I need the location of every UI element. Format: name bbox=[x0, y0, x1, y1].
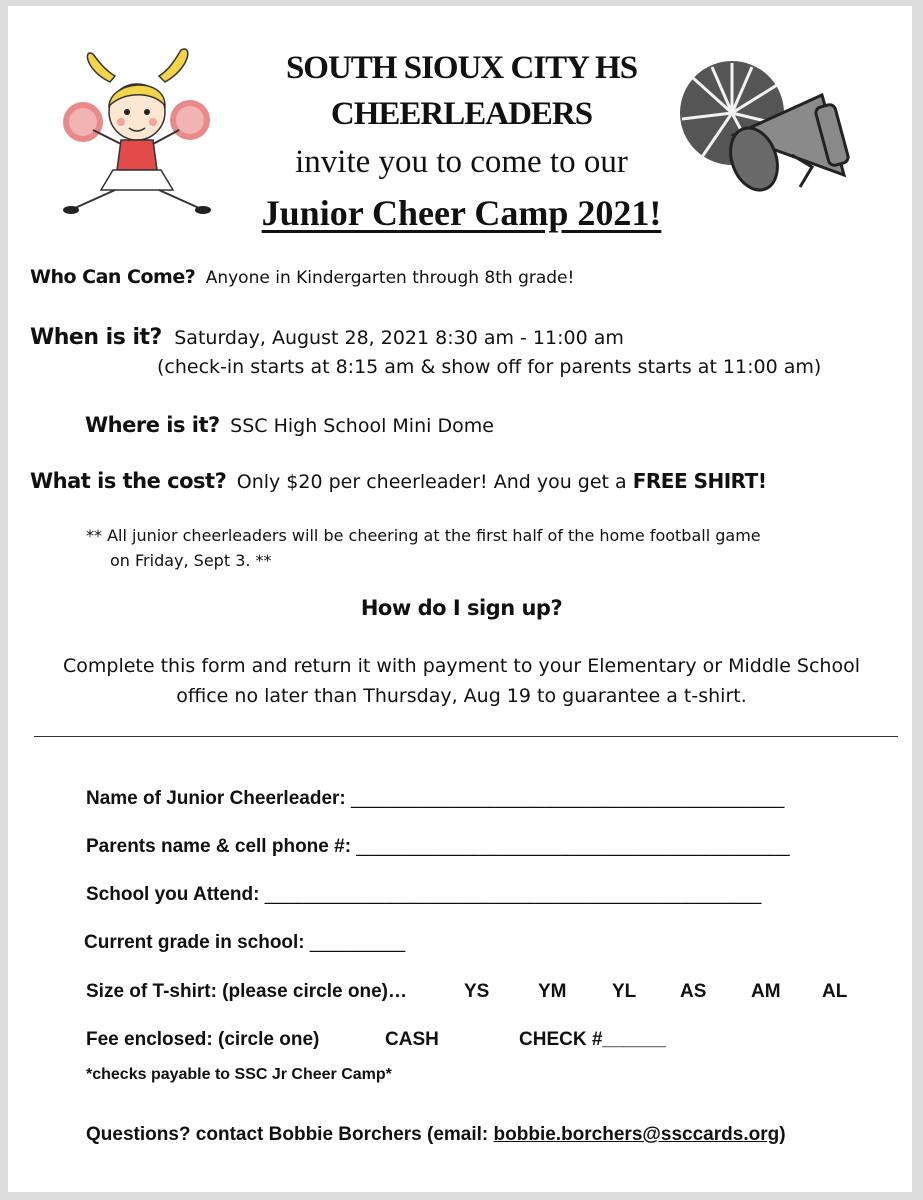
size-option-ys[interactable]: YS bbox=[464, 981, 490, 1002]
name-label: Name of Junior Cheerleader: bbox=[86, 788, 352, 809]
cost-value: Only $20 per cheerleader! And you get a bbox=[236, 471, 633, 493]
who-value: Anyone in Kindergarten through 8th grade! bbox=[205, 268, 575, 288]
name-blank[interactable]: _________________________________________ bbox=[351, 788, 785, 809]
fee-option-check[interactable]: CHECK #______ bbox=[519, 1029, 666, 1050]
title-line-2: CHEERLEADERS bbox=[330, 96, 593, 132]
contact-email-link[interactable]: bobbie.borchers@ssccards.org bbox=[493, 1124, 780, 1145]
title-line-3: invite you to come to our bbox=[295, 144, 628, 180]
parent-blank[interactable]: _________________________________________ bbox=[356, 836, 790, 857]
separator-line bbox=[34, 736, 898, 737]
cost-row bbox=[30, 469, 766, 493]
school-field[interactable] bbox=[86, 884, 761, 906]
size-option-yl[interactable]: YL bbox=[612, 981, 637, 1002]
parent-label: Parents name & cell phone #: bbox=[86, 836, 357, 857]
who-row bbox=[30, 266, 574, 288]
size-option-al[interactable]: AL bbox=[822, 981, 848, 1002]
where-row bbox=[85, 413, 494, 437]
grade-label: Current grade in school: bbox=[84, 932, 310, 953]
note-line-2: on Friday, Sept 3. ** bbox=[110, 551, 272, 570]
school-blank[interactable]: _______________________________________________ bbox=[264, 884, 762, 905]
cost-label: What is the cost? bbox=[30, 469, 227, 493]
note-line-1: ** All junior cheerleaders will be cheering at the first half of the home football game bbox=[86, 526, 761, 545]
title-line-1: SOUTH SIOUX CITY HS bbox=[285, 50, 638, 86]
where-label: Where is it? bbox=[85, 413, 220, 437]
size-option-ym[interactable]: YM bbox=[538, 981, 567, 1002]
signup-line-2: office no later than Thursday, Aug 19 to guarantee a t-shirt. bbox=[176, 685, 747, 707]
name-field[interactable] bbox=[86, 788, 784, 810]
parent-field[interactable] bbox=[86, 836, 790, 858]
size-label: Size of T-shirt: (please circle one)… bbox=[86, 981, 407, 1002]
who-label: Who Can Come? bbox=[30, 266, 196, 288]
grade-field[interactable] bbox=[84, 932, 405, 954]
size-option-am[interactable]: AM bbox=[751, 981, 781, 1002]
school-label: School you Attend: bbox=[86, 884, 265, 905]
size-option-as[interactable]: AS bbox=[680, 981, 707, 1002]
check-note: *checks payable to SSC Jr Cheer Camp* bbox=[86, 1066, 392, 1083]
questions-label: Questions? contact Bobbie Borchers (email: bbox=[86, 1124, 494, 1145]
when-value: Saturday, August 28, 2021 8:30 am - 11:00 am bbox=[174, 327, 624, 349]
when-row bbox=[30, 325, 624, 350]
free-shirt-text: FREE SHIRT! bbox=[632, 469, 767, 493]
where-value: SSC High School Mini Dome bbox=[230, 415, 494, 437]
camp-title: Junior Cheer Camp 2021! bbox=[261, 193, 662, 233]
fee-label: Fee enclosed: (circle one) bbox=[86, 1029, 320, 1050]
questions-end: ) bbox=[779, 1124, 786, 1145]
grade-blank[interactable]: _________ bbox=[309, 932, 406, 953]
fee-option-cash[interactable]: CASH bbox=[385, 1029, 439, 1050]
when-note: (check-in starts at 8:15 am & show off for parents starts at 11:00 am) bbox=[157, 356, 822, 378]
signup-heading: How do I sign up? bbox=[360, 596, 563, 620]
signup-line-1: Complete this form and return it with payment to your Elementary or Middle School bbox=[63, 655, 860, 677]
when-label: When is it? bbox=[30, 325, 162, 350]
questions-row bbox=[86, 1124, 786, 1146]
